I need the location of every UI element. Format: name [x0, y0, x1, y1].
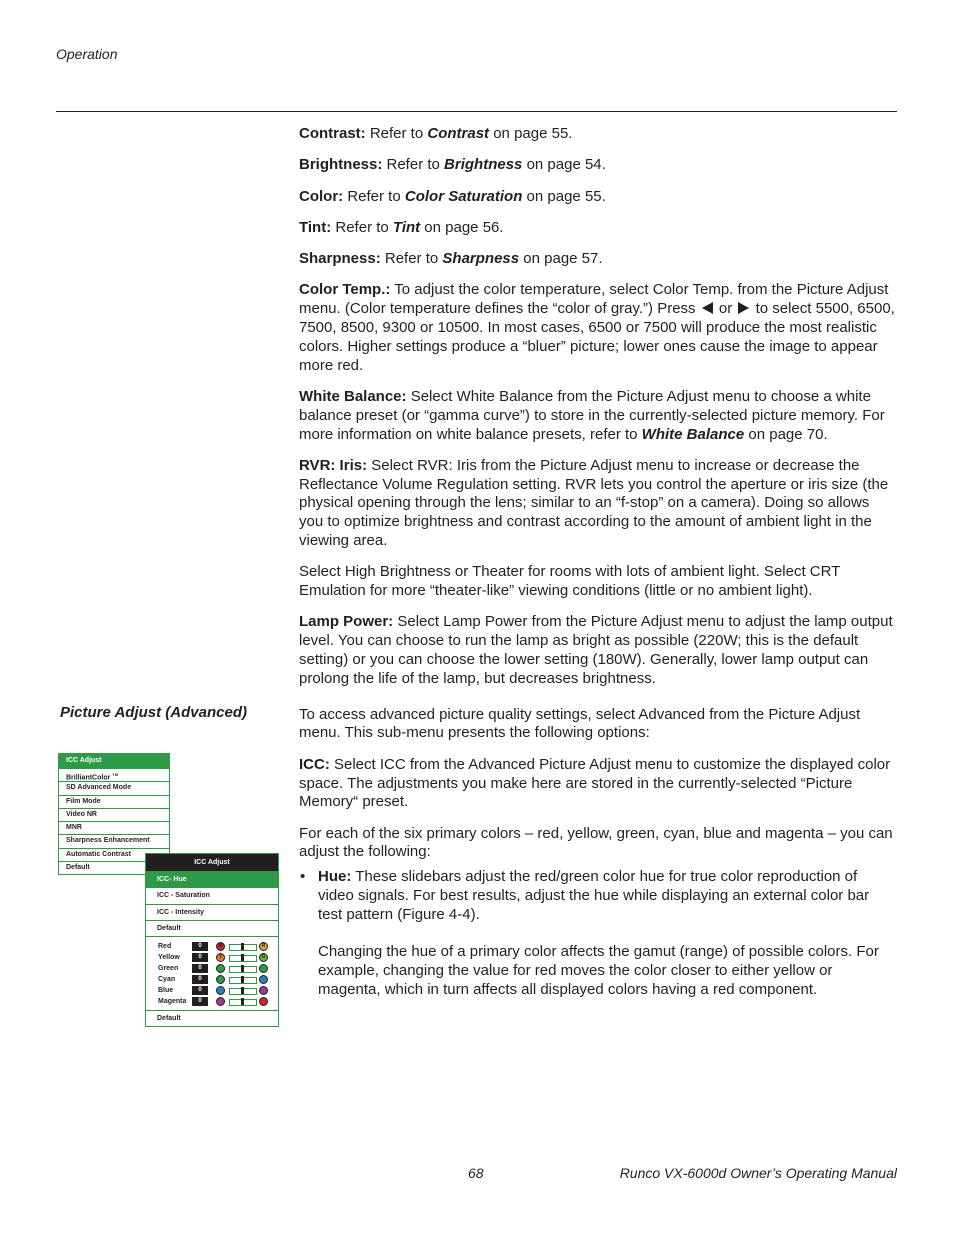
menu-item: MNR: [59, 821, 169, 834]
hue-row: [146, 952, 278, 963]
hue-row: [146, 996, 278, 1007]
menu-item: Automatic Contrast: [59, 848, 169, 861]
text: to select 5500, 6500, 7500, 8500, 9300 or 10500. In most cases, 6500 or 7500 will produce the most realistic colors. Higher settings produce a “bluer” picture; lower ones cause the image to appear more red.: [299, 300, 895, 374]
paragraph-advanced-intro: To access advanced picture quality settings, select Advanced from the Picture Adjust menu. This sub-menu presents the following options:: [299, 705, 861, 742]
term-color-temp: Color Temp.:: [299, 281, 391, 299]
paragraph-rvr-iris: [299, 457, 897, 551]
section-heading: Picture Adjust (Advanced): [60, 704, 247, 721]
ref-color-saturation: Color Saturation: [404, 187, 523, 205]
icc-menu-item: Default: [146, 920, 278, 936]
paragraph-lamp-power: [299, 613, 897, 688]
text: Select White Balance from the Picture Adjust menu to choose a white balance preset (or “gamma curve”) to store in the currently-selected picture memory. For more information on white balance presets, refer to: [299, 387, 885, 443]
color-name: Blue: [158, 987, 174, 995]
slider-knob: [241, 976, 244, 983]
text-tail: on page 55.: [489, 125, 573, 142]
hue-slider: [229, 966, 257, 973]
slider-knob: [241, 943, 244, 950]
menu-item: Film Mode: [59, 795, 169, 808]
menu-item-label: BrilliantColor: [66, 774, 111, 782]
paragraph-brightness: [299, 156, 897, 175]
hue-color-list: [146, 936, 278, 1010]
text: or: [714, 300, 737, 318]
term-rvr-iris: RVR: Iris:: [299, 456, 368, 474]
hue-left-swatch-icon: [216, 986, 225, 995]
hue-left-swatch-icon: [216, 964, 225, 973]
paragraph-sharpness: [299, 250, 897, 269]
text: Select RVR: Iris from the Picture Adjust menu to increase or decrease the Reflectance Volume Regulation setting. RVR lets you control the aperture or iris size (the physical opening through the lens; similar to an “f-stop” on a camera). Doing so allows you to optimize brightness and contrast according to the amount of ambient light in the viewing area.: [299, 456, 889, 550]
icc-menu-header: ICC Adjust: [146, 854, 278, 871]
hue-value: 0: [192, 975, 208, 984]
trademark-mark: TM: [112, 772, 119, 777]
menu-item: Video NR: [59, 808, 169, 821]
bullet-dot: •: [300, 868, 306, 886]
page-number: 68: [468, 1165, 484, 1181]
paragraph-rvr-iris-2: Select High Brightness or Theater for rooms with lots of ambient light. Select CRT Emulation for more “theater-like” viewing conditions (little or no ambient light).: [299, 563, 841, 600]
hue-value: 0: [192, 997, 208, 1006]
header-rule: [56, 111, 897, 112]
hue-right-swatch-icon: G: [259, 953, 268, 962]
term-hue: Hue:: [318, 868, 352, 886]
icc-adjust-menu: [145, 853, 279, 1027]
color-name: Magenta: [158, 998, 187, 1006]
body-text-column: [299, 125, 897, 1012]
hue-right-swatch-icon: [259, 975, 268, 984]
icc-menu-item: ICC - Intensity: [146, 904, 278, 920]
term-contrast: Contrast:: [299, 125, 366, 142]
term-brightness: Brightness:: [299, 156, 383, 174]
paragraph-icc: [299, 756, 897, 812]
hue-right-swatch-icon: [259, 997, 268, 1006]
term-tint: Tint:: [299, 218, 332, 236]
left-arrow-icon: [702, 302, 713, 314]
icc-menu-item-selected: ICC- Hue: [146, 871, 278, 887]
slider-knob: [241, 954, 244, 961]
color-name: Yellow: [158, 954, 180, 962]
hue-left-swatch-icon: [216, 975, 225, 984]
advanced-menu-header: ICC Adjust: [59, 754, 169, 768]
text: Select ICC from the Advanced Picture Adjust menu to customize the displayed color space. The adjustments you make here are stored in the currently-selected “Picture Memory“ preset.: [299, 755, 891, 811]
menu-item: [59, 768, 169, 781]
text-tail: on page 70.: [744, 425, 828, 443]
term-sharpness: Sharpness:: [299, 250, 381, 268]
hue-right-swatch-icon: R: [259, 942, 268, 951]
hue-slider: [229, 955, 257, 962]
manual-title: Runco VX-6000d Owner’s Operating Manual: [619, 1165, 897, 1181]
slider-knob: [241, 998, 244, 1005]
icc-menu-item: Default: [146, 1010, 278, 1026]
hue-left-swatch-icon: M: [216, 942, 225, 951]
text-tail: on page 54.: [522, 156, 606, 174]
hue-right-swatch-icon: [259, 964, 268, 973]
text: Refer to: [365, 125, 428, 142]
hue-slider: [229, 999, 257, 1006]
text: These slidebars adjust the red/green color hue for true color reproduction of video signals. For best results, adjust the hue while displaying an external color bar test pattern (Figure 4-4).: [318, 868, 870, 923]
term-icc: ICC:: [299, 755, 330, 773]
text: Refer to: [382, 156, 445, 174]
text-tail: on page 56.: [420, 218, 504, 236]
hue-slider: [229, 977, 257, 984]
hue-left-swatch-icon: Y: [216, 953, 225, 962]
color-name: Green: [158, 965, 179, 973]
hue-slider: [229, 944, 257, 951]
hue-value: 0: [192, 964, 208, 973]
text: Refer to: [343, 187, 405, 205]
icc-menu-item: ICC - Saturation: [146, 887, 278, 903]
text: Refer to: [331, 218, 393, 236]
text: To adjust the color temperature, select Color Temp. from the Picture Adjust menu. (Color temperature defines the “color of gray.”) Press: [299, 281, 889, 318]
hue-row: [146, 963, 278, 974]
paragraph-contrast: [299, 125, 897, 144]
hue-left-swatch-icon: [216, 997, 225, 1006]
ref-tint: Tint: [392, 218, 421, 236]
color-name: Red: [158, 943, 172, 951]
ref-contrast: Contrast: [427, 125, 490, 142]
hue-slider: [229, 988, 257, 995]
text: Select Lamp Power from the Picture Adjust menu to adjust the lamp output level. You can choose to run the lamp as bright as possible (220W; this is the default setting) or you can choose the lower setting (180W). Generally, lower lamp output can prolong the life of the lamp, but decreases brightness.: [299, 613, 893, 687]
text-tail: on page 57.: [519, 250, 603, 268]
ref-white-balance: White Balance: [641, 425, 745, 443]
paragraph-hue-2: Changing the hue of a primary color affects the gamut (range) of possible colors. For example, changing the value for red moves the color closer to either yellow or magenta, which in turn affects all displayed colors having a red component.: [318, 943, 879, 998]
hue-row: [146, 941, 278, 952]
hue-row: [146, 974, 278, 985]
term-white-balance: White Balance:: [299, 387, 407, 405]
hue-value: 0: [192, 986, 208, 995]
hue-right-swatch-icon: [259, 986, 268, 995]
ref-brightness: Brightness: [444, 156, 523, 174]
paragraph-six-colors: For each of the six primary colors – red, yellow, green, cyan, blue and magenta – you can adjust the following:: [299, 824, 893, 861]
term-color: Color:: [299, 187, 344, 205]
slider-knob: [241, 987, 244, 994]
paragraph-white-balance: [299, 388, 897, 444]
text-tail: on page 55.: [522, 187, 606, 205]
hue-value: 0: [192, 942, 208, 951]
slider-knob: [241, 965, 244, 972]
paragraph-color: [299, 188, 897, 207]
menu-item: SD Advanced Mode: [59, 781, 169, 794]
right-arrow-icon: [738, 302, 749, 314]
paragraph-color-temp: [299, 281, 897, 375]
text: Refer to: [380, 250, 443, 268]
menu-item: Sharpness Enhancement: [59, 834, 169, 847]
running-head: Operation: [56, 46, 118, 62]
menu-item: Default: [59, 861, 169, 874]
color-name: Cyan: [158, 976, 176, 984]
hue-value: 0: [192, 953, 208, 962]
term-lamp-power: Lamp Power:: [299, 613, 394, 631]
paragraph-tint: [299, 219, 897, 238]
bullet-hue: [299, 868, 897, 924]
hue-row: [146, 985, 278, 996]
ref-sharpness: Sharpness: [442, 250, 520, 268]
